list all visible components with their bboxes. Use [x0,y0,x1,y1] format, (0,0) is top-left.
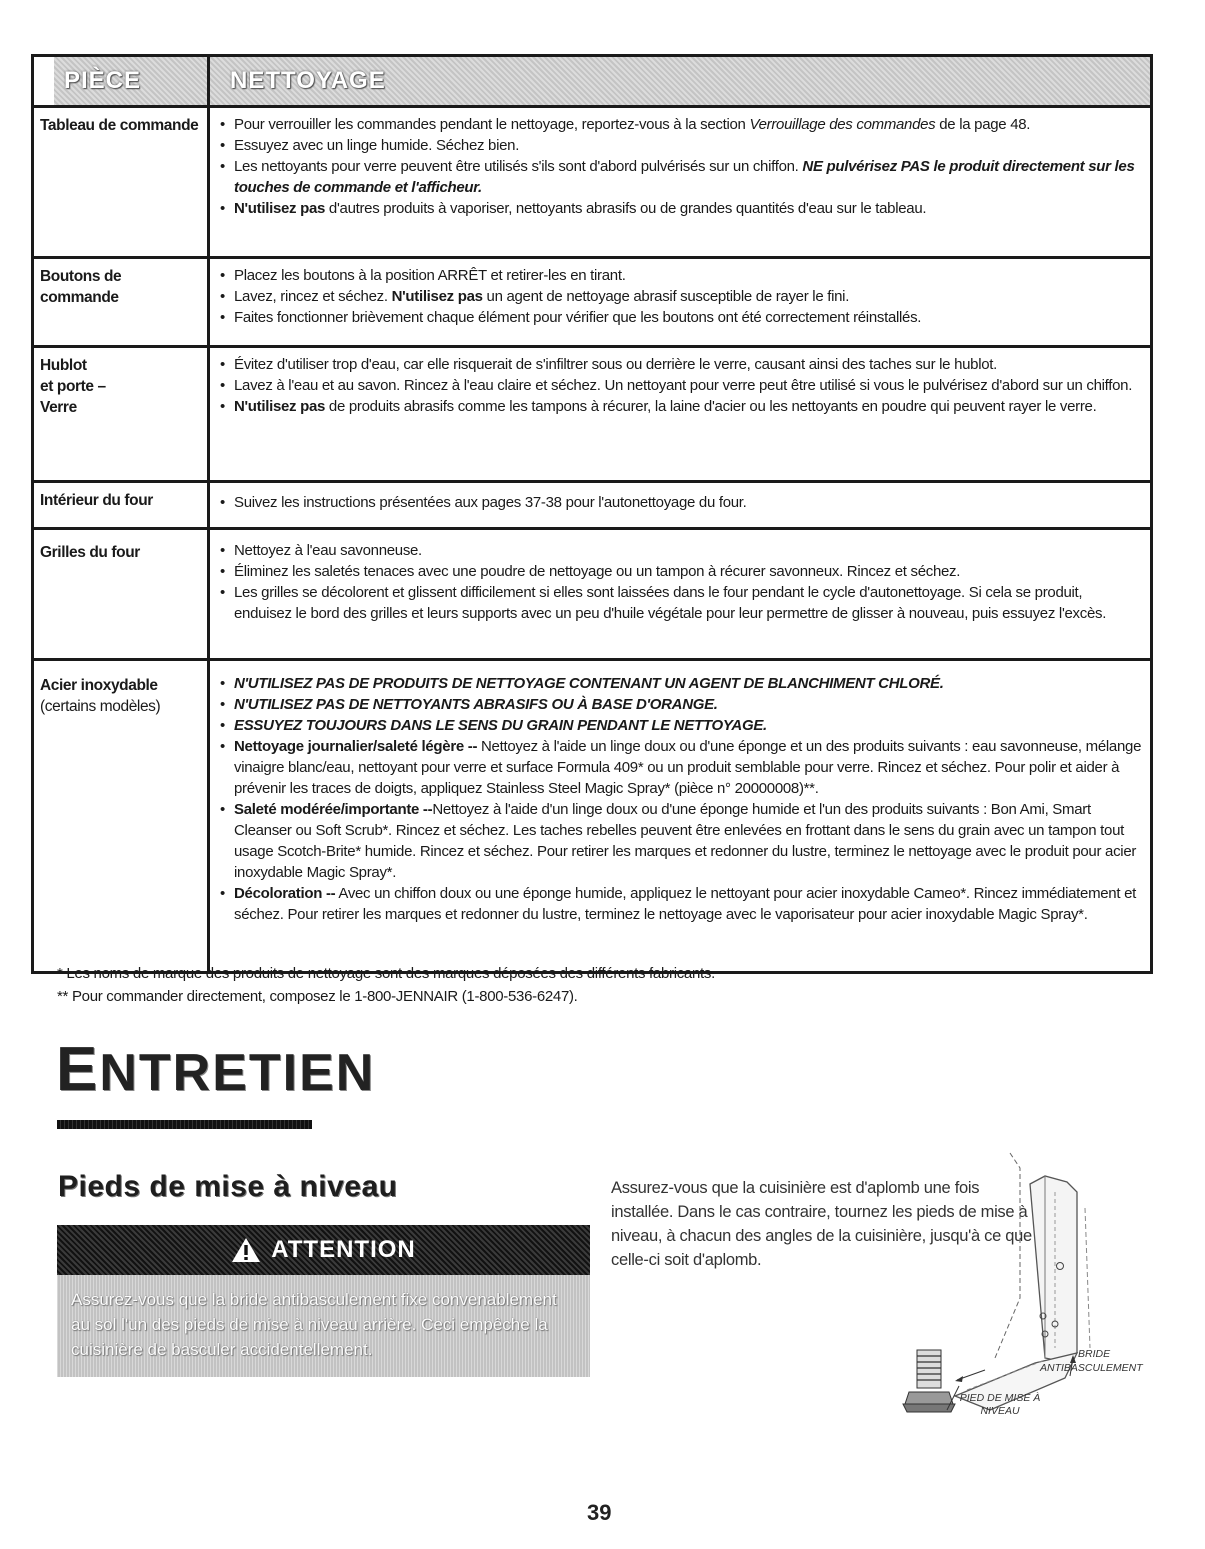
piece-label: Grilles du four [34,530,210,658]
table-row [34,348,1150,483]
warning-triangle-icon [231,1236,261,1264]
cleaning-items [210,108,1150,256]
list-item: • Nettoyage journalier/saleté légère -- Nettoyez à l'aide un linge doux ou d'une éponge et un des produits suivants : eau savonneuse, mélange vinaigre blanc/eau, nettoyant pour verre et surface Formula 409* ou un produit semblable pour verre. Rincez et séchez. Pour polir et aider à prévenir les traces de doigts, appliquez Stainless Steel Magic Spray* (pièce n° 20000008)**. [220,736,1142,799]
header-nettoyage-cell [210,57,1150,105]
cleaning-items [210,661,1150,971]
list-item: • Lavez, rincez et séchez. N'utilisez pas un agent de nettoyage abrasif susceptible de rayer le fini. [220,286,1142,307]
table-row [34,259,1150,348]
attention-message: Assurez-vous que la bride antibasculement fixe convenablement au sol l'un des pieds de mise à niveau arrière. Ceci empêche la cuisinière de basculer accidentellement. [57,1275,590,1377]
cleaning-items [210,348,1150,480]
footnotes [57,962,715,1008]
list-item: • Les grilles se décolorent et glissent difficilement si elles sont laissées dans le four pendant le cycle d'autonettoyage. Si cela se produit, enduisez le bord des grilles et leurs supports avec un peu d'huile végétale pour leur permettre de glisser à nouveau, puis essuyez l'excès. [220,582,1142,624]
label-bride: BRIDE [1078,1348,1111,1360]
piece-label: Intérieur du four [34,483,210,527]
list-item: • Essuyez avec un linge humide. Séchez bien. [220,135,1142,156]
list-item: • Faites fonctionner brièvement chaque élément pour vérifier que les boutons ont été correctement réinstallés. [220,307,1142,328]
footnote: * Les noms de marque des produits de nettoyage sont des marques déposées des différents fabricants. [57,965,715,982]
list-item: • N'UTILISEZ PAS DE PRODUITS DE NETTOYAGE CONTENANT UN AGENT DE BLANCHIMENT CHLORÉ. [220,673,1142,694]
footnote: ** Pour commander directement, composez le 1-800-JENNAIR (1-800-536-6247). [57,988,578,1005]
cleaning-items [210,483,1150,527]
leveling-instructions: Assurez-vous que la cuisinière est d'aplomb une fois installée. Dans le cas contraire, tournez les pieds de mise à niveau, à chacun des angles de la cuisinière, jusqu'à ce que celle-ci soit d'aplomb. [611,1179,1032,1269]
piece-label: Hublot et porte – Verre [34,348,210,480]
header-piece: PIÈCE [64,67,142,94]
list-item: • Placez les boutons à la position ARRÊT et retirer-les en tirant. [220,265,1142,286]
list-item: • Pour verrouiller les commandes pendant le nettoyage, reportez-vous à la section Verrouillage des commandes de la page 48. [220,114,1142,135]
list-item: • N'UTILISEZ PAS DE NETTOYANTS ABRASIFS OU À BASE D'ORANGE. [220,694,1142,715]
table-row [34,661,1150,971]
piece-label: Tableau de commande [34,108,210,256]
attention-header [57,1225,590,1275]
subsection-title: Pieds de mise à niveau [58,1170,398,1203]
cleaning-table [31,54,1153,974]
header-piece-cell [34,57,210,105]
list-item: • N'utilisez pas d'autres produits à vaporiser, nettoyants abrasifs ou de grandes quantités d'eau sur le tableau. [220,198,1142,219]
label-pied: PIED DE MISE À NIVEAU [959,1392,1041,1417]
header-nettoyage: NETTOYAGE [230,67,386,94]
list-item: • Lavez à l'eau et au savon. Rincez à l'eau claire et séchez. Un nettoyant pour verre peut être utilisé si vous le pulvérisez d'abord sur un chiffon. [220,375,1142,396]
list-item: • Saleté modérée/importante --Nettoyez à l'aide d'un linge doux ou d'une éponge humide et l'un des produits suivants : Bon Ami, Smart Cleanser ou Soft Scrub*. Rincez et séchez. Les taches rebelles peuvent être enlevées en frottant dans le sens du grain avec un tampon tout usage Scotch-Brite* humide. Rincez et séchez. Pour retirer les marques et redonner du lustre, terminez le nettoyage avec le produit pour acier inoxydable Magic Spray*. [220,799,1142,883]
list-item: • Nettoyez à l'eau savonneuse. [220,540,1142,561]
list-item: • N'utilisez pas de produits abrasifs comme les tampons à récurer, la laine d'acier ou les nettoyants en poudre qui peuvent rayer le verre. [220,396,1142,417]
cleaning-items [210,530,1150,658]
section-title: ENTRETIEN [56,1035,376,1104]
table-row [34,108,1150,259]
list-item: • Les nettoyants pour verre peuvent être utilisés s'ils sont d'abord pulvérisés sur un chiffon. NE pulvérisez PAS le produit directement sur les touches de commande et l'afficheur. [220,156,1142,198]
label-antibasculement: ANTIBASCULEMENT [1040,1362,1143,1374]
title-underline [57,1120,312,1129]
table-row [34,483,1150,530]
list-item: • Décoloration -- Avec un chiffon doux ou une éponge humide, appliquez le nettoyant pour acier inoxydable Cameo*. Rincez immédiatement et séchez. Pour retirer les marques et redonner du lustre, terminez le nettoyage avec le vaporisateur pour acier inoxydable Magic Spray*. [220,883,1142,925]
leveling-leg-icon [903,1350,955,1412]
list-item: • Éliminez les saletés tenaces avec une poudre de nettoyage ou un tampon à récurer savonneux. Rincez et séchez. [220,561,1142,582]
attention-label: ATTENTION [271,1236,416,1263]
page-number: 39 [587,1500,612,1525]
list-item: • ESSUYEZ TOUJOURS DANS LE SENS DU GRAIN PENDANT LE NETTOYAGE. [220,715,1142,736]
list-item: • Suivez les instructions présentées aux pages 37-38 pour l'autonettoyage du four. [220,492,1142,513]
cleaning-items [210,259,1150,345]
table-header [34,57,1150,108]
table-row [34,530,1150,661]
piece-label: Boutons de commande [34,259,210,345]
piece-label: Acier inoxydable (certains modèles) [34,661,210,971]
list-item: • Évitez d'utiliser trop d'eau, car elle risquerait de s'infiltrer sous ou derrière le verre, causant ainsi des taches sur le hublot. [220,354,1142,375]
